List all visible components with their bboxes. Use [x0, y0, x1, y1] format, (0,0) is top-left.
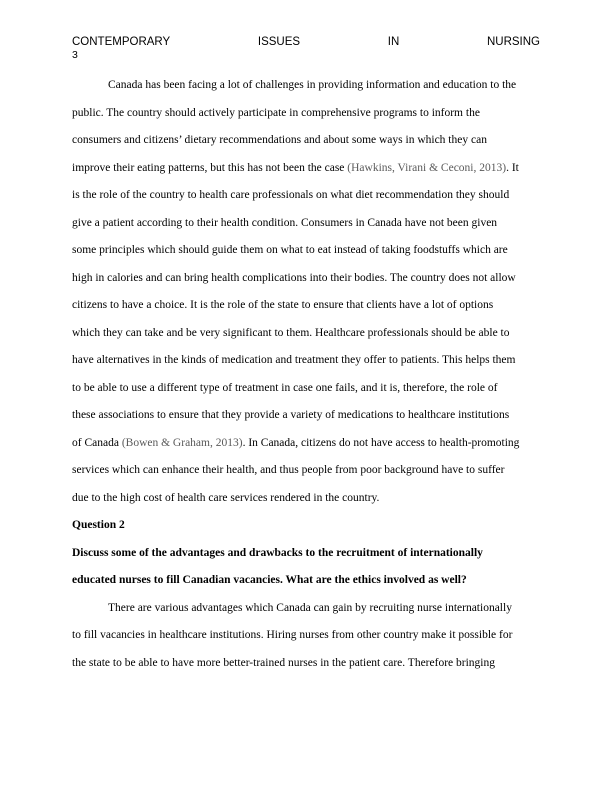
running-head-word-2: ISSUES [257, 36, 301, 48]
paragraph-1 [72, 72, 540, 512]
text-line: educated nurses to fill Canadian vacancies. What are the ethics involved as well? [72, 574, 467, 586]
text-line [72, 430, 540, 458]
running-head [72, 36, 540, 49]
text-line: give a patient according to their health condition. Consumers in Canada have not been given [72, 216, 498, 229]
question-heading: Question 2 [72, 519, 125, 531]
text-line [72, 155, 540, 183]
text-segment: of Canada [72, 436, 122, 449]
running-head-word-3: IN [387, 36, 400, 48]
document-body [72, 72, 540, 677]
text-line: to be able to use a different type of treatment in case one fails, and it is, therefore, the role of [72, 381, 498, 394]
text-line: have alternatives in the kinds of medication and treatment they offer to patients. This helps them [72, 354, 516, 366]
text-line: services which can enhance their health, and thus people from poor background have to suffer [72, 464, 505, 476]
running-head-word-4: NURSING [486, 36, 540, 48]
text-line: which they can take and be very significant to them. Healthcare professionals should be able to [72, 326, 510, 339]
text-line: some principles which should guide them on what to eat instead of taking foodstuffs which are [72, 244, 508, 256]
text-line: Canada has been facing a lot of challenges in providing information and education to the [108, 79, 517, 91]
question-prompt [72, 540, 540, 595]
text-segment: . In Canada, citizens do not have access to health-promoting [242, 436, 520, 449]
text-line: There are various advantages which Canada can gain by recruiting nurse internationally [108, 601, 512, 614]
text-line: citizens to have a choice. It is the role of the state to ensure that clients have a lot of options [72, 299, 494, 311]
citation: (Bowen & Graham, 2013) [121, 436, 243, 449]
page-header [72, 36, 540, 61]
running-head-word-1: CONTEMPORARY [72, 36, 171, 48]
text-line: Discuss some of the advantages and drawbacks to the recruitment of internationally [72, 546, 483, 559]
text-segment: improve their eating patterns, but this has not been the case [72, 161, 348, 174]
text-segment: . It [506, 161, 519, 174]
text-line: due to the high cost of health care services rendered in the country. [72, 491, 380, 504]
text-line: high in calories and can bring health complications into their bodies. The country does not allow [72, 271, 516, 284]
page-number: 3 [72, 49, 78, 61]
text-line: consumers and citizens’ dietary recommendations and about some ways in which they can [72, 134, 487, 146]
paragraph-2 [72, 595, 540, 678]
text-line: public. The country should actively participate in comprehensive programs to inform the [72, 106, 480, 119]
text-line: to fill vacancies in healthcare institutions. Hiring nurses from other country make it possible for [72, 629, 513, 641]
citation: (Hawkins, Virani & Ceconi, 2013) [347, 161, 507, 174]
text-line: these associations to ensure that they provide a variety of medications to healthcare institutions [72, 409, 510, 421]
text-line: the state to be able to have more better-trained nurses in the patient care. Therefore bringing [72, 656, 495, 669]
text-line: is the role of the country to health care professionals on what diet recommendation they should [72, 189, 510, 201]
